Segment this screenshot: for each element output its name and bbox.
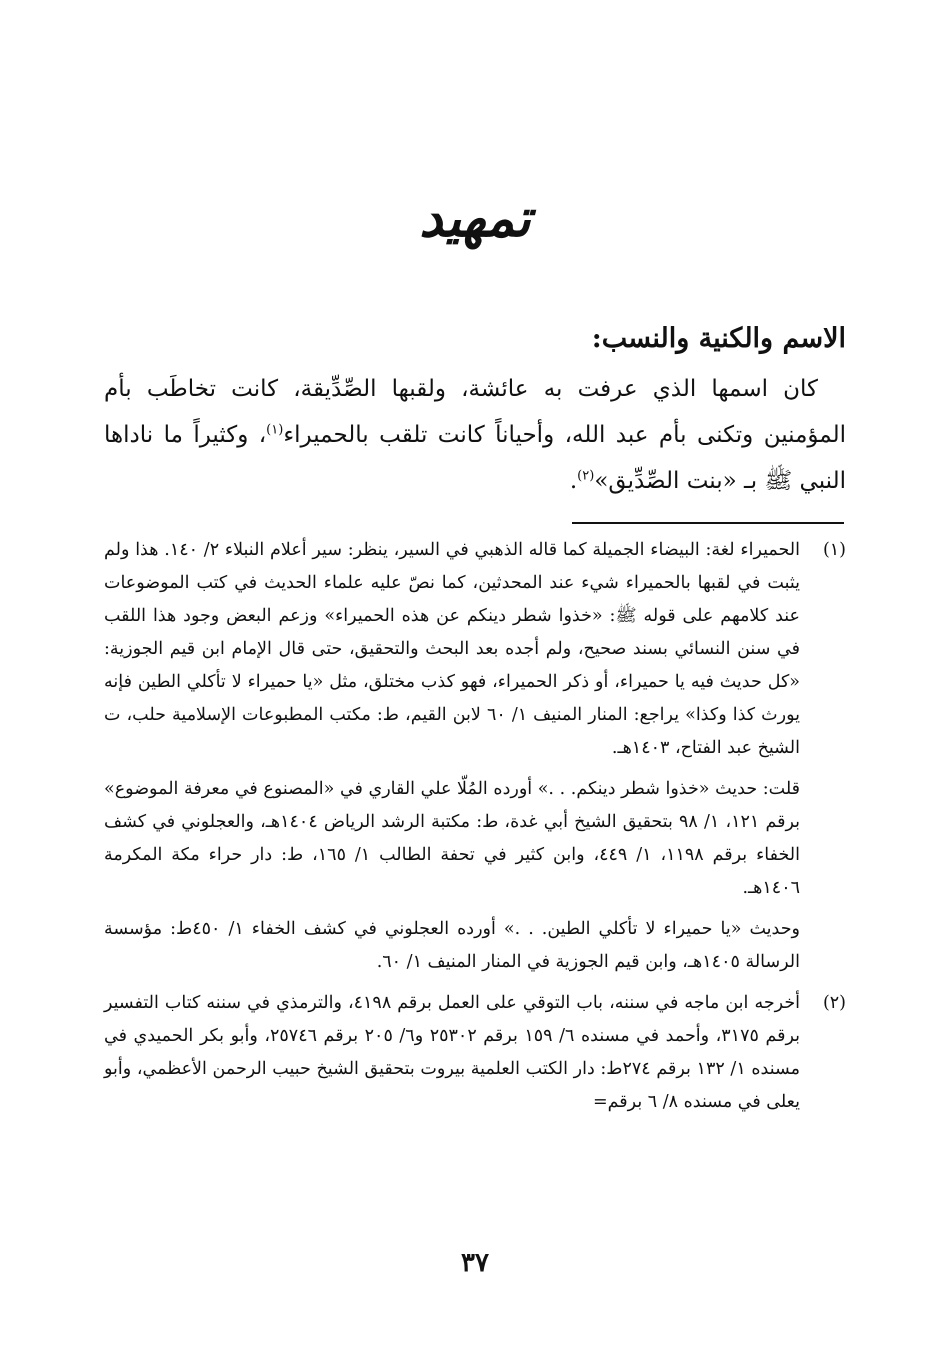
footnote-extra-paragraph: قلت: حديث «خذوا شطر دينكم. . .» أورده المُلّا علي القاري في «المصنوع في معرفة الموضوع» برقم ١٢١، ١/ ٩٨ بتحقيق الشيخ أبي غدة، ط: مكتبة الرشد الرياض ١٤٠٤هـ، والعجلوني في كشف الخفاء برقم ١١٩٨، ١/ ٤٤٩، وابن كثير في تحفة الطالب ١/ ١٦٥، ط: دار حراء مكة المكرمة ١٤٠٦هـ. <box>104 779 800 898</box>
footnote-text: الحميراء لغة: البيضاء الجميلة كما قاله الذهبي في السير، ينظر: سير أعلام النبلاء ٢/ ١٤٠. هذا ولم يثبت في لقبها بالحميراء شيء عند المحدثين، كما نصّ عليه علماء الحديث في كتب الموضوعات عند كلامهم على قوله ﷺ: «خذوا شطر دينكم عن هذه الحميراء» وزعم البعض وجود هذا اللقب في سنن النسائي بسند صحيح، ولم أجده بعد البحث والتحقيق، حتى قال الإمام ابن قيم الجوزية: «كل حديث فيه يا حميراء، أو ذكر الحميراء، فهو كذب مختلق، مثل «يا حميراء لا تأكلي الطين فإنه يورث كذا وكذا» يراجع: المنار المنيف ١/ ٦٠ لابن القيم، ط: مكتب المطبوعات الإسلامية حلب، ت الشيخ عبد الفتاح، ١٤٠٣هـ. <box>104 540 800 758</box>
footnote-2 <box>104 987 846 1127</box>
page-number: ٣٧ <box>461 1248 489 1278</box>
footnote-ref-2[interactable]: (٢) <box>577 468 595 484</box>
footnote-ref-1[interactable]: (١) <box>266 422 284 438</box>
footnote-number: (٢) <box>822 993 846 1013</box>
footnotes <box>104 534 846 1127</box>
main-paragraph <box>104 366 846 504</box>
paragraph-part-1: كان اسمها الذي عرفت به عائشة، ولقبها الصِّدِّيقة، كانت تخاطَب بأم المؤمنين وتكنى بأم عبد الله، وأحياناً كانت تلقب بالحميراء <box>104 376 846 448</box>
section-heading: الاسم والكنية والنسب: <box>591 323 846 354</box>
chapter-title: تمهيد <box>419 188 531 249</box>
footnote-1 <box>104 534 846 987</box>
main-text <box>104 318 846 504</box>
footnote-body <box>104 987 800 1127</box>
footnote-number: (١) <box>822 540 846 560</box>
footnote-divider <box>572 522 844 524</box>
footnote-extra-paragraph: وحديث «يا حميراء لا تأكلي الطين. . .» أورده العجلوني في كشف الخفاء ١/ ٤٥٠ط: مؤسسة الرسالة ١٤٠٥هـ، وابن قيم الجوزية في المنار المنيف ١/ ٦٠. <box>104 919 800 972</box>
footnote-text: أخرجه ابن ماجه في سننه، باب التوقي على العمل برقم ٤١٩٨، والترمذي في سننه كتاب التفسير برقم ٣١٧٥، وأحمد في مسنده ٦/ ١٥٩ برقم ٢٥٣٠٢ و٦/ ٢٠٥ برقم ٢٥٧٤٦، وأبو بكر الحميدي في مسنده ١/ ١٣٢ برقم ٢٧٤ط: دار الكتب العلمية بيروت بتحقيق الشيخ حبيب الرحمن الأعظمي، وأبو يعلى في مسنده ٨/ ٦ برقم= <box>104 993 801 1112</box>
paragraph-part-3: . <box>569 468 578 494</box>
paragraph-part-2: ، وكثيراً ما ناداها النبي ﷺ بـ «بنت الصِّدِّيق» <box>104 422 846 494</box>
footnote-body <box>104 534 800 987</box>
